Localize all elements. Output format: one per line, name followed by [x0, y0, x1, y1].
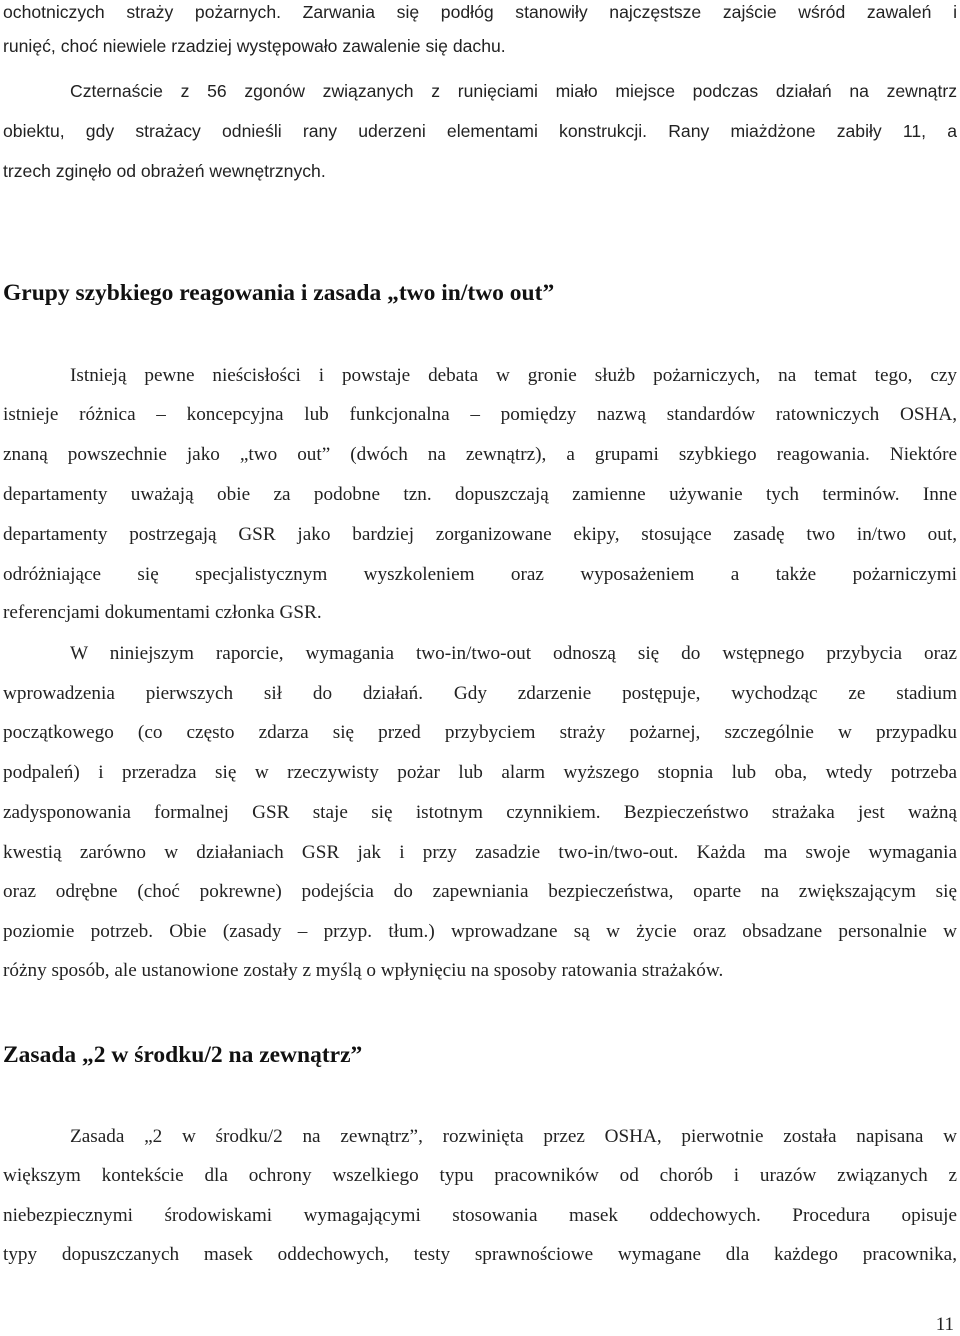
section1-p1-line-4: departamenty uważają obie za podobne tzn. dopuszczają zamienne używanie tych terminów. Inne [3, 484, 957, 505]
section1-p1-line-6: odróżniające się specjalistycznym wyszkoleniem oraz wyposażeniem a także pożarniczymi [3, 564, 957, 585]
section2-p1-line-3: niebezpiecznymi środowiskami wymagającymi stosowania masek oddechowych. Procedura opisuje [3, 1205, 957, 1226]
intro-line-5: trzech zginęło od obrażeń wewnętrznych. [3, 161, 326, 181]
section1-p2-line-2: wprowadzenia pierwszych sił do działań. Gdy zdarzenie postępuje, wychodząc ze stadium [3, 683, 957, 704]
section-heading-two-in-two-out: Zasada „2 w środku/2 na zewnątrz” [3, 1042, 363, 1068]
intro-line-3: Czternaście z 56 zgonów związanych z runięciami miało miejsce podczas działań na zewnątrz [70, 81, 957, 101]
section2-p1-line-4: typy dopuszczanych masek oddechowych, testy sprawnościowe wymagane dla każdego pracownika, [3, 1244, 957, 1265]
intro-line-4: obiektu, gdy strażacy odnieśli rany uderzeni elementami konstrukcji. Rany miażdżone zabiły 11, a [3, 121, 957, 141]
intro-line-2: runięć, choć niewiele rzadziej występowało zawalenie się dachu. [3, 36, 506, 56]
section1-p1-line-2: istnieje różnica – koncepcyjna lub funkcjonalna – pomiędzy nazwą standardów ratowniczych OSHA, [3, 404, 957, 425]
section1-p1-line-1: Istnieją pewne nieścisłości i powstaje debata w gronie służb pożarniczych, na temat tego, czy [70, 365, 957, 386]
section1-p2-line-5: zadysponowania formalnej GSR staje się istotnym czynnikiem. Bezpieczeństwo strażaka jest ważną [3, 802, 957, 823]
page-number: 11 [935, 1314, 954, 1335]
section1-p1-line-5: departamenty postrzegają GSR jako bardziej zorganizowane ekipy, stosujące zasadę two in/two out, [3, 524, 957, 545]
section1-p2-line-9: różny sposób, ale ustanowione zostały z myślą o wpłynięciu na sposoby ratowania strażaków. [3, 960, 724, 981]
intro-line-1: ochotniczych straży pożarnych. Zarwania się podłóg stanowiły najczęstsze zajście wśród zawaleń i [3, 2, 957, 22]
section1-p2-line-1: W niniejszym raporcie, wymagania two-in/two-out odnoszą się do wstępnego przybycia oraz [70, 643, 957, 664]
section2-p1-line-1: Zasada „2 w środku/2 na zewnątrz”, rozwinięta przez OSHA, pierwotnie została napisana w [70, 1126, 957, 1147]
section-heading-rapid-intervention: Grupy szybkiego reagowania i zasada „two in/two out” [3, 280, 555, 306]
section1-p1-line-3: znaną powszechnie jako „two out” (dwóch na zewnątrz), a grupami szybkiego reagowania. Niektóre [3, 444, 957, 465]
section1-p2-line-4: podpaleń) i przeradza się w rzeczywisty pożar lub alarm wyższego stopnia lub oba, wtedy potrzeba [3, 762, 957, 783]
section2-p1-line-2: większym kontekście dla ochrony wszelkiego typu pracowników od chorób i urazów związanych z [3, 1165, 957, 1186]
section1-p2-line-6: kwestią zarówno w działaniach GSR jak i przy zasadzie two-in/two-out. Każda ma swoje wymagania [3, 842, 957, 863]
section1-p1-line-7: referencjami dokumentami członka GSR. [3, 602, 322, 623]
section1-p2-line-7: oraz odrębne (choć pokrewne) podejścia do zapewniania bezpieczeństwa, oparte na zwiększającym się [3, 881, 957, 902]
section1-p2-line-3: początkowego (co często zdarza się przed przybyciem straży pożarnej, szczególnie w przypadku [3, 722, 957, 743]
section1-p2-line-8: poziomie potrzeb. Obie (zasady – przyp. tłum.) wprowadzane są w życie oraz obsadzane personalnie w [3, 921, 957, 942]
